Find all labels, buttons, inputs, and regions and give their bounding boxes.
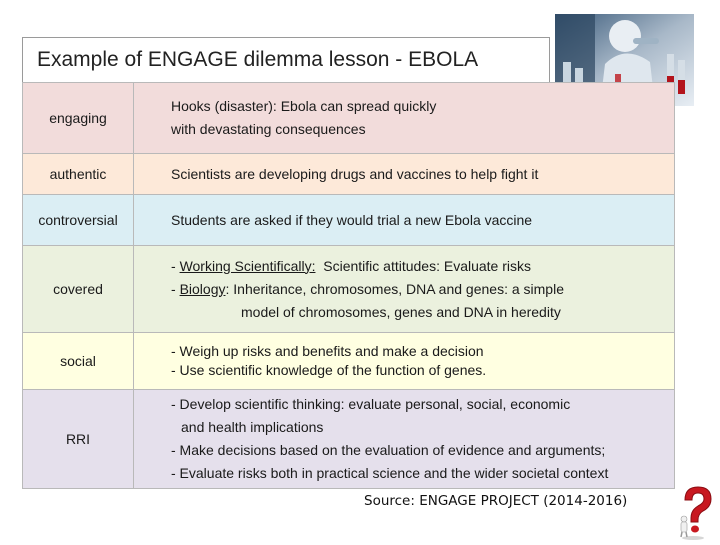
bullet-prefix: -: [171, 280, 180, 297]
lesson-table: [22, 82, 675, 489]
description-line: Scientists are developing drugs and vaccines to help fight it: [171, 165, 539, 182]
row-description: [134, 333, 675, 390]
description-line: - Evaluate risks both in practical science and the wider societal context: [171, 465, 609, 481]
description-line: [171, 255, 674, 278]
table-row-controversial: [23, 195, 675, 246]
red-question-mark-figure-icon: [675, 484, 719, 540]
underlined-term: Biology: [179, 280, 226, 297]
table-row-engaging: [23, 83, 675, 154]
row-description: [134, 195, 675, 246]
slide-title: Example of ENGAGE dilemma lesson - EBOLA: [37, 48, 479, 71]
row-label: controversial: [23, 195, 134, 246]
row-label: RRI: [23, 390, 134, 489]
description-line: - Use scientific knowledge of the function of genes.: [171, 362, 487, 378]
description-line: and health implications: [181, 419, 324, 435]
description-text: Scientific attitudes: Evaluate risks: [315, 257, 532, 274]
description-line: - Develop scientific thinking: evaluate personal, social, economic: [171, 396, 571, 412]
row-label: engaging: [23, 83, 134, 154]
description-line: - Weigh up risks and benefits and make a decision: [171, 343, 484, 359]
description-line: [171, 278, 674, 301]
row-description: [134, 83, 675, 154]
description-line: with devastating consequences: [171, 121, 366, 137]
bullet-prefix: -: [171, 257, 180, 274]
table-row-social: [23, 333, 675, 390]
description-line: - Make decisions based on the evaluation of evidence and arguments;: [171, 442, 606, 458]
source-citation: Source: ENGAGE PROJECT (2014-2016): [364, 493, 628, 509]
underlined-term: Working Scientifically:: [179, 257, 316, 274]
table-row-authentic: [23, 154, 675, 195]
description-line: Students are asked if they would trial a new Ebola vaccine: [171, 211, 533, 228]
title-box: [22, 37, 550, 82]
row-description: [134, 390, 675, 489]
table-row-rri: [23, 390, 675, 489]
row-description: [134, 154, 675, 195]
description-text: : Inheritance, chromosomes, DNA and genes: a simple: [225, 280, 564, 297]
row-label: social: [23, 333, 134, 390]
description-line: Hooks (disaster): Ebola can spread quickly: [171, 98, 437, 114]
row-description: [134, 246, 675, 333]
row-label: covered: [23, 246, 134, 333]
table-row-covered: [23, 246, 675, 333]
row-label: authentic: [23, 154, 134, 195]
description-line: model of chromosomes, genes and DNA in heredity: [241, 303, 561, 320]
